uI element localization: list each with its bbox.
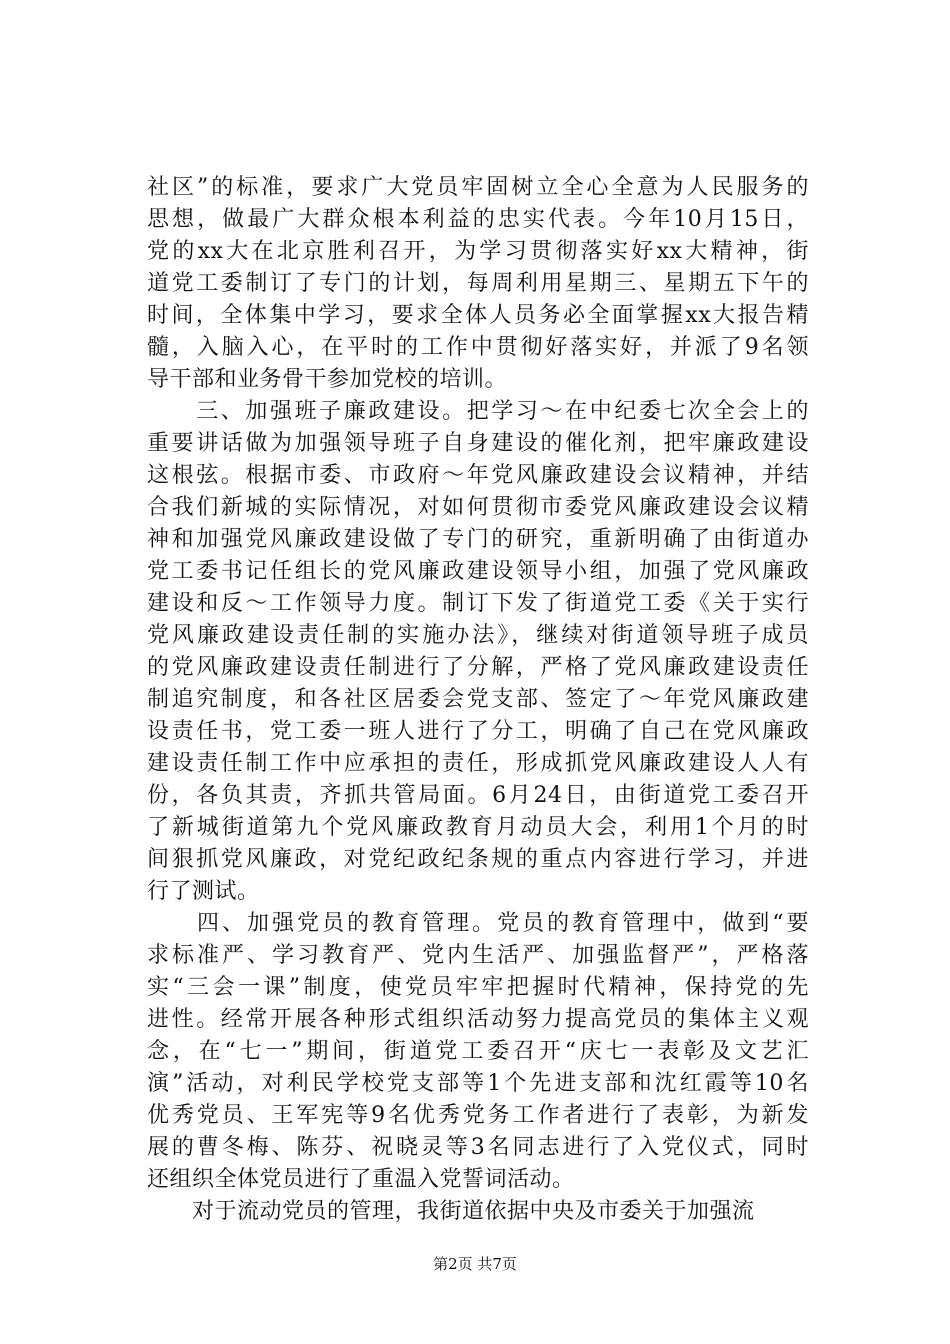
text-line: 份，各负其责，齐抓共管局面。6月24日，由街道党工委召开 — [147, 783, 809, 808]
text-line: 建设责任制工作中应承担的责任，形成抓党风廉政建设人人有 — [147, 751, 809, 776]
text-line: 建设和反～工作领导力度。制订下发了街道党工委《关于实行 — [147, 591, 809, 616]
text-line: 展的曹冬梅、陈芬、祝晓灵等3名同志进行了入党仪式，同时 — [147, 1135, 809, 1160]
text-line: 优秀党员、王军宪等9名优秀党务工作者进行了表彰，为新发 — [147, 1103, 809, 1128]
text-line: 党的xx大在北京胜利召开，为学习贯彻落实好xx大精神，街 — [147, 239, 809, 264]
text-line: 道党工委制订了专门的计划，每周利用星期三、星期五下午的 — [147, 271, 809, 296]
text-line: 思想，做最广大群众根本利益的忠实代表。今年10月15日， — [147, 207, 809, 232]
text-line: 重要讲话做为加强领导班子自身建设的催化剂，把牢廉政建设 — [147, 431, 809, 456]
text-line: 实“三会一课”制度，使党员牢牢把握时代精神，保持党的先 — [147, 975, 809, 1000]
text-line: 社区”的标准，要求广大党员牢固树立全心全意为人民服务的 — [147, 175, 809, 200]
text-line: 的党风廉政建设责任制进行了分解，严格了党风廉政建设责任 — [147, 655, 809, 680]
text-line: 时间，全体集中学习，要求全体人员务必全面掌握xx大报告精 — [147, 303, 809, 328]
text-line: 这根弦。根据市委、市政府～年党风廉政建设会议精神，并结 — [147, 463, 809, 488]
text-line: 髓，入脑入心，在平时的工作中贯彻好落实好，并派了9名领 — [147, 335, 809, 360]
text-line: 间狠抓党风廉政，对党纪政纪条规的重点内容进行学习，并进 — [147, 847, 809, 872]
text-line: 了新城街道第九个党风廉政教育月动员大会，利用1个月的时 — [147, 815, 809, 840]
text-line: 演”活动，对利民学校党支部等1个先进支部和沈红霞等10名 — [147, 1071, 809, 1096]
text-line: 进性。经常开展各种形式组织活动努力提高党员的集体主义观 — [147, 1007, 809, 1032]
document-body — [147, 172, 809, 1228]
text-line: 制追究制度，和各社区居委会党支部、签定了～年党风廉政建 — [147, 687, 809, 712]
text-line: 党风廉政建设责任制的实施办法》，继续对街道领导班子成员 — [147, 623, 809, 648]
page-footer: 第2页 共7页 — [433, 1255, 517, 1273]
text-line: 念，在“七一”期间，街道党工委召开“庆七一表彰及文艺汇 — [147, 1039, 809, 1064]
text-line: 党工委书记任组长的党风廉政建设领导小组，加强了党风廉政 — [147, 559, 809, 584]
text-line: 合我们新城的实际情况，对如何贯彻市委党风廉政建设会议精 — [147, 495, 809, 520]
text-line: 还组织全体党员进行了重温入党誓词活动。 — [147, 1167, 575, 1192]
text-line: 导干部和业务骨干参加党校的培训。 — [147, 367, 508, 392]
text-line: 行了测试。 — [147, 879, 260, 904]
text-line: 对于流动党员的管理，我街道依据中央及市委关于加强流 — [147, 1199, 755, 1224]
text-line: 设责任书，党工委一班人进行了分工，明确了自己在党风廉政 — [147, 719, 809, 744]
text-line: 四、加强党员的教育管理。党员的教育管理中，做到“要 — [147, 911, 809, 936]
text-line: 求标准严、学习教育严、党内生活严、加强监督严”，严格落 — [147, 943, 809, 968]
text-line: 三、加强班子廉政建设。把学习～在中纪委七次全会上的 — [147, 399, 809, 424]
text-line: 神和加强党风廉政建设做了专门的研究，重新明确了由街道办 — [147, 527, 809, 552]
